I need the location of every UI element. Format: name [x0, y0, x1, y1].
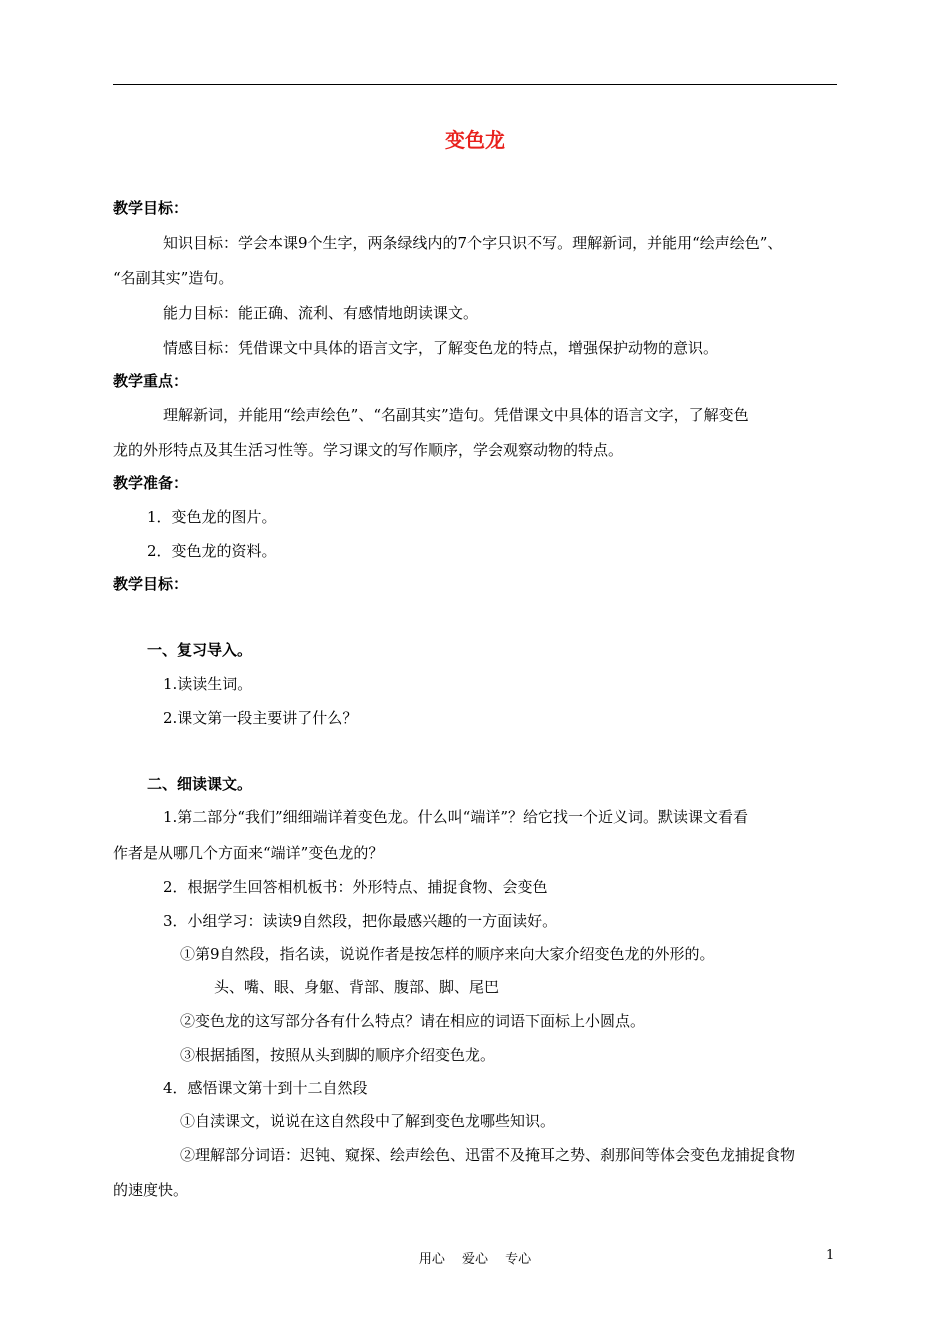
paragraph-line: 能力目标：能正确、流利、有感情地朗读课文。	[163, 304, 479, 322]
sub-item: ③根据插图，按照从头到脚的顺序介绍变色龙。	[180, 1046, 496, 1064]
paragraph-line: “名副其实”造句。	[113, 269, 234, 287]
list-item: 2.课文第一段主要讲了什么？	[163, 709, 358, 727]
list-item: 1.读读生词。	[163, 675, 253, 693]
paragraph-line: 情感目标：凭借课文中具体的语言文字，了解变色龙的特点，增强保护动物的意识。	[163, 339, 719, 357]
sub-item: ①自渎课文，说说在这自然段中了解到变色龙哪些知识。	[180, 1112, 556, 1130]
heading-preparation: 教学准备：	[113, 474, 189, 492]
sub-item: ①第9自然段，指名读，说说作者是按怎样的顺序来向大家介绍变色龙的外形的。	[180, 945, 715, 963]
sub-item: 头、嘴、眼、身躯、背部、腹部、脚、尾巴	[214, 978, 500, 996]
list-item: 3．小组学习：读读9自然段，把你最感兴趣的一方面读好。	[163, 912, 558, 930]
paragraph-line: 作者是从哪几个方面来“端详”变色龙的？	[113, 844, 384, 862]
header-rule	[113, 84, 837, 85]
sub-item: ②变色龙的这写部分各有什么特点？请在相应的词语下面标上小圆点。	[180, 1012, 646, 1030]
section-heading: 一、复习导入。	[147, 641, 253, 659]
list-item: 2．变色龙的资料。	[147, 542, 277, 560]
paragraph-line: 龙的外形特点及其生活习性等。学习课文的写作顺序，学会观察动物的特点。	[113, 441, 624, 459]
paragraph-line: 知识目标：学会本课9个生字，两条绿线内的7个字只识不写。理解新词，并能用“绘声绘色”、	[163, 234, 783, 252]
document-title: 变色龙	[445, 128, 505, 152]
section-heading: 二、细读课文。	[147, 775, 253, 793]
heading-objectives: 教学目标：	[113, 199, 189, 217]
heading-objectives-2: 教学目标：	[113, 575, 189, 593]
list-item: 4．感悟课文第十到十二自然段	[163, 1079, 368, 1097]
paragraph-line: 1.第二部分“我们”细细端详着变色龙。什么叫“端详”？给它找一个近义词。默读课文看看	[163, 808, 748, 826]
page-number: 1	[826, 1248, 835, 1263]
paragraph-line: 理解新词，并能用“绘声绘色”、“名副其实”造句。凭借课文中具体的语言文字，了解变色	[163, 406, 749, 424]
list-item: 1．变色龙的图片。	[147, 508, 277, 526]
list-item: 2．根据学生回答相机板书：外形特点、捕捉食物、会变色	[163, 878, 548, 896]
paragraph-line: 的速度快。	[113, 1181, 189, 1199]
sub-item: ②理解部分词语：迟钝、窥探、绘声绘色、迅雷不及掩耳之势、刹那间等体会变色龙捕捉食物	[180, 1146, 796, 1164]
footer-motto: 用心 爱心 专心	[418, 1252, 532, 1267]
heading-key-points: 教学重点：	[113, 372, 189, 390]
